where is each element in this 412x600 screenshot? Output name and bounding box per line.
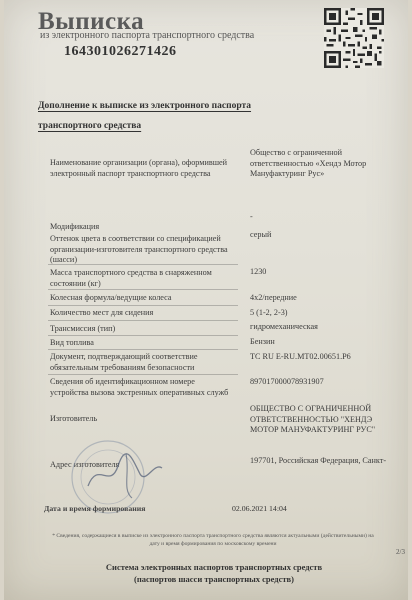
field-value-seats: 5 (1-2, 2-3) xyxy=(250,308,288,317)
field-value-transmission: гидромеханическая xyxy=(250,322,318,331)
date-value: 02.06.2021 14:04 xyxy=(232,504,287,513)
field-label-curb-mass: Масса транспортного средства в снаряженном состоянии (кг) xyxy=(50,268,212,288)
row-divider xyxy=(48,305,238,306)
field-label-organization: Наименование организации (органа), оформившей электронный паспорт транспортного средства xyxy=(50,158,228,178)
field-label-transmission: Трансмиссия (тип) xyxy=(50,324,116,333)
document-title: Выписка xyxy=(38,8,145,35)
field-label-modification: Модификация xyxy=(50,222,100,231)
field-label-fuel-type: Вид топлива xyxy=(50,338,94,347)
row-divider xyxy=(48,335,238,336)
date-label: Дата и время формирования xyxy=(44,504,146,513)
row-divider xyxy=(48,320,238,321)
row-divider xyxy=(48,374,238,375)
document-number: 164301026271426 xyxy=(64,44,177,59)
field-label-emergency-device-id: Сведения об идентификационном номере устройства вызова экстренных оперативных служб xyxy=(50,377,229,397)
row-divider xyxy=(48,264,238,265)
field-value-compliance-document: ТС RU E-RU.МТ02.00651.Р6 xyxy=(250,352,351,361)
field-label-manufacturer: Изготовитель xyxy=(50,414,98,423)
field-value-color-shade: серый xyxy=(250,230,272,239)
field-label-compliance-document: Документ, подтверждающий соответствие обязательным требованиям безопасности xyxy=(50,352,198,372)
footnote: * Сведения, содержащиеся в выписке из электронного паспорта транспортного средства являются актуальными (действительными) на дату и время формирования по московскому времени xyxy=(52,533,374,547)
footer-system-name: Система электронных паспортов транспортных средств xyxy=(105,562,323,572)
row-divider xyxy=(48,289,238,290)
field-label-seats: Количество мест для сидения xyxy=(50,308,154,317)
field-value-fuel-type: Бензин xyxy=(250,337,275,346)
row-divider xyxy=(48,349,238,350)
field-label-color-shade: Оттенок цвета в соответствии со спецификацией организации-изготовителя транспортного средства (шасси) xyxy=(50,234,228,264)
field-value-modification: - xyxy=(250,212,253,221)
field-label-wheel-formula: Колесная формула/ведущие колеса xyxy=(50,293,172,302)
qr-code-icon xyxy=(324,8,384,68)
field-label-manufacturer-address: Адрес изготовителя xyxy=(50,460,120,469)
page-number: 2/3 xyxy=(396,548,405,556)
field-value-organization: Общество с ограниченной ответственностью «Хендэ Мотор Мануфактуринг Рус» xyxy=(250,148,367,178)
field-value-emergency-device-id: 897017000078931907 xyxy=(250,377,324,386)
field-value-wheel-formula: 4x2/передние xyxy=(250,293,297,302)
footer-system-subtitle: (паспортов шасси транспортных средств) xyxy=(134,574,294,584)
document-subtitle: из электронного паспорта транспортного средства xyxy=(40,30,255,41)
section-title: Дополнение к выписке из электронного паспорта транспортного средства xyxy=(38,101,252,131)
field-value-manufacturer-address: 197701, Российская Федерация, Санкт- xyxy=(250,456,387,465)
document-sheet xyxy=(4,0,408,600)
field-value-manufacturer: ОБЩЕСТВО С ОГРАНИЧЕННОЙ ОТВЕТСТВЕННОСТЬЮ "ХЕНДЭ МОТОР МАНУФАКТУРИНГ РУС" xyxy=(250,404,376,434)
field-value-curb-mass: 1230 xyxy=(250,267,267,276)
